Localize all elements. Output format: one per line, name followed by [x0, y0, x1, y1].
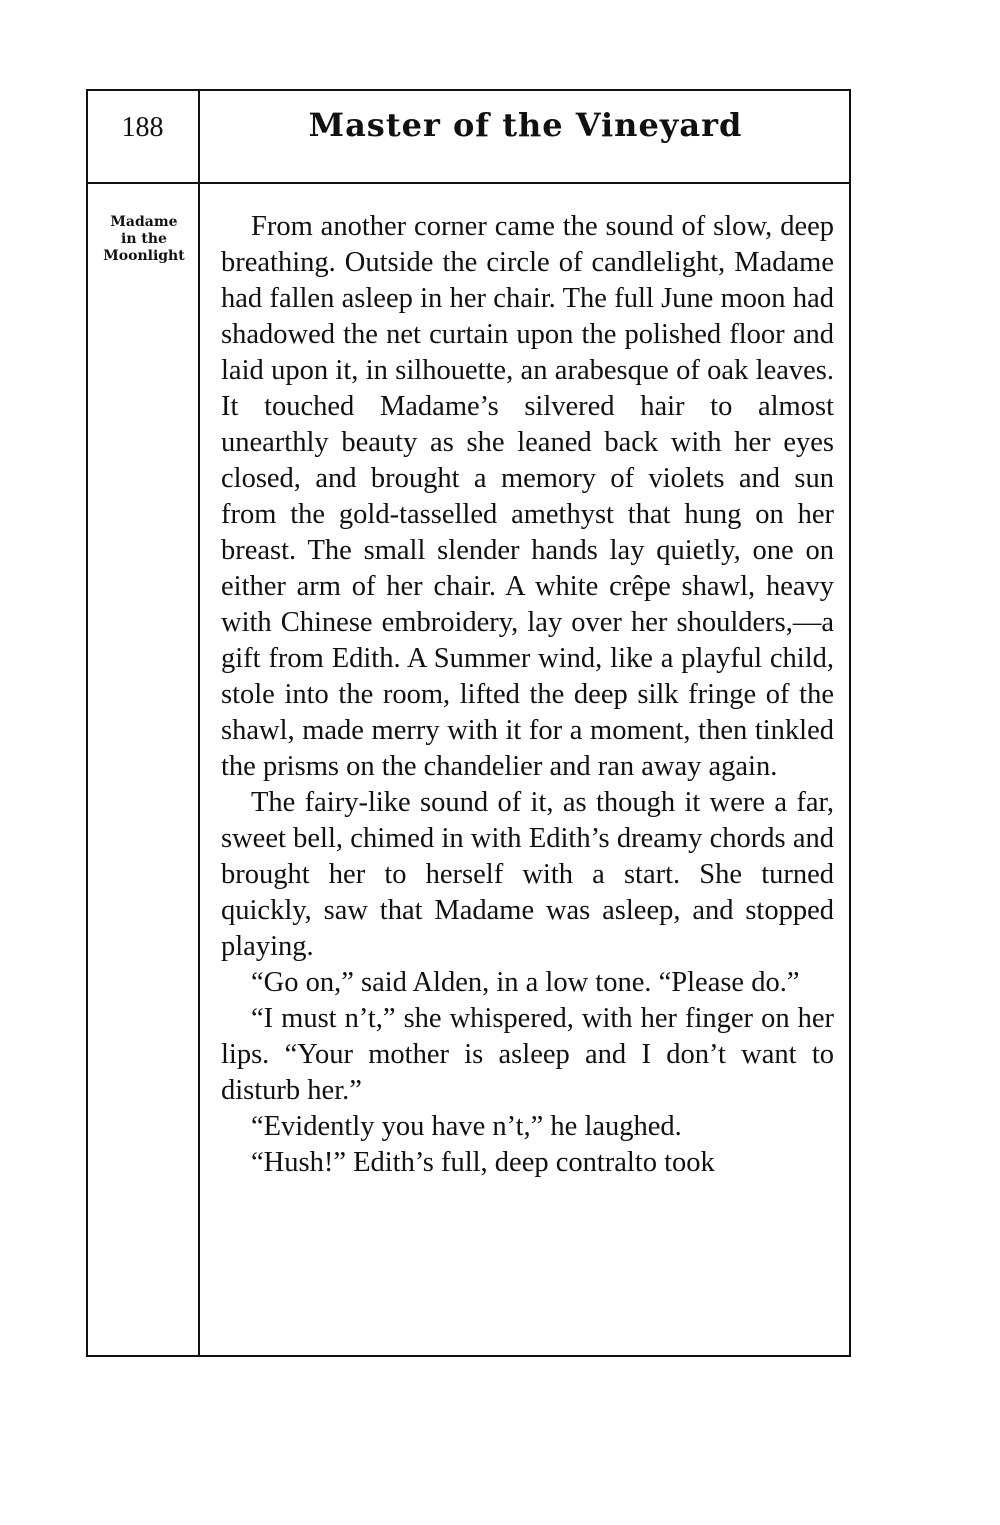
- column-divider: [198, 89, 200, 1357]
- body-text: [221, 209, 834, 1181]
- paragraph: “Hush!” Edith’s full, deep contralto took: [251, 1147, 715, 1178]
- margin-sidenote: [90, 214, 198, 265]
- page-number: 188: [121, 112, 164, 143]
- paragraph: “Evidently you have n’t,” he laughed.: [251, 1111, 682, 1142]
- paragraph: From another corner came the sound of slow, deep breathing. Outside the circle of candlelight, Madame had fallen asleep in her chair. The full June moon had shadowed the net curtain upon the polished floor and laid upon it, in silhouette, an arabesque of oak leaves. It touched Madame’s silvered hair to almost unearthly beauty as she leaned back with her eyes closed, and brought a memory of violets and sun from the gold-tasselled amethyst that hung on her breast. The small slender hands lay quietly, one on either arm of her chair. A white crêpe shawl, heavy with Chinese embroidery, lay over her shoulders,—a gift from Edith. A Summer wind, like a playful child, stole into the room, lifted the deep silk fringe of the shawl, made merry with it for a moment, then tinkled the prisms on the chandelier and ran away again.: [221, 211, 834, 782]
- sidenote-line: in the: [121, 231, 167, 247]
- paragraph: The fairy-like sound of it, as though it were a far, sweet bell, chimed in with Edith’s dreamy chords and brought her to herself with a start. She turned quickly, saw that Madame was asleep, and stopped playing.: [221, 787, 834, 962]
- sidenote-line: Moonlight: [103, 248, 185, 264]
- paragraph: “Go on,” said Alden, in a low tone. “Please do.”: [251, 967, 800, 998]
- header-rule: [86, 182, 851, 184]
- sidenote-line: Madame: [110, 214, 178, 230]
- paragraph: “I must n’t,” she whispered, with her finger on her lips. “Your mother is asleep and I don’t want to disturb her.”: [221, 1003, 834, 1106]
- running-title: Master of the Vineyard: [308, 106, 743, 144]
